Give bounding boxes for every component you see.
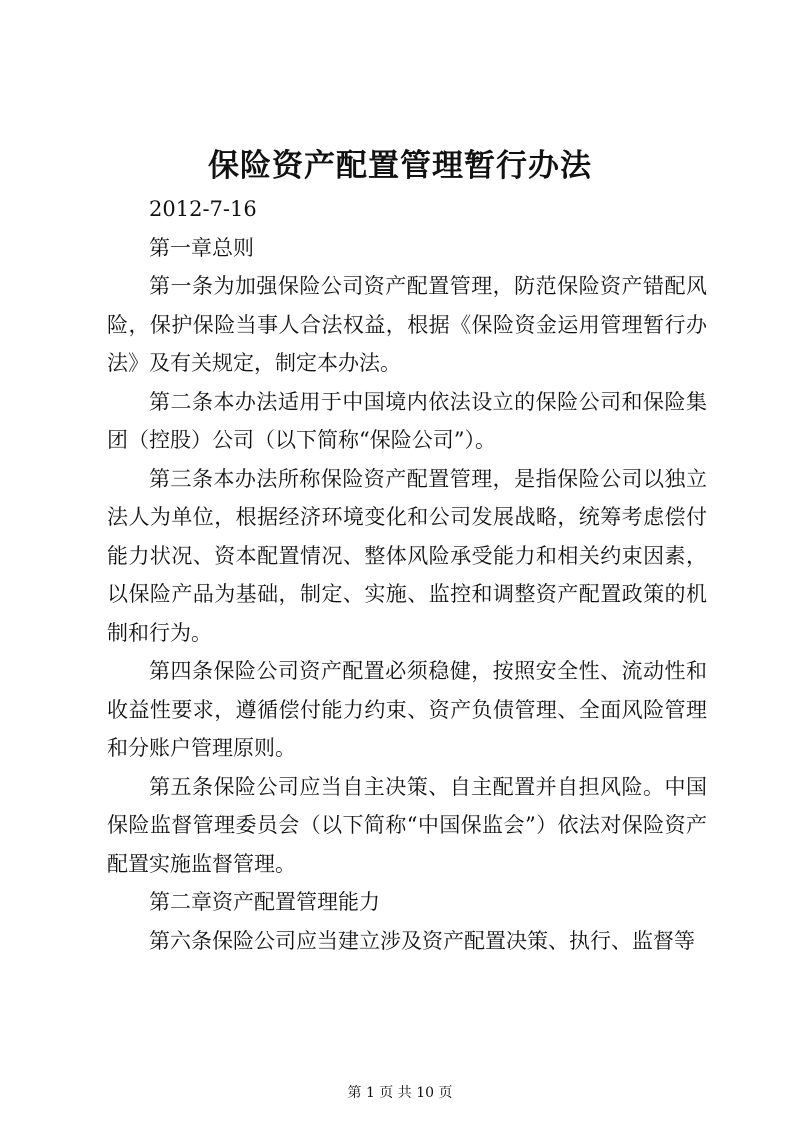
- chapter-heading: 第一章总则: [149, 235, 254, 260]
- article-paragraph: 第六条保险公司应当建立涉及资产配置决策、执行、监督等: [149, 928, 695, 953]
- date-line: 2012-7-16: [149, 197, 257, 221]
- article-paragraph: 第三条本办法所称保险资产配置管理，是指保险公司以独立法人为单位，根据经济环境变化和公司发展战略，统筹考虑偿付能力状况、资本配置情况、整体风险承受能力和相关约束因素，以保险产品为基础，制定、实施、监控和调整资产配置政策的机制和行为。: [107, 466, 707, 645]
- article-paragraph: 第二条本办法适用于中国境内依法设立的保险公司和保险集团（控股）公司（以下简称“保险公司”）。: [107, 389, 707, 452]
- document-body: [107, 190, 707, 960]
- document-title: 保险资产配置管理暂行办法: [208, 148, 592, 184]
- article-paragraph: 第一条为加强保险公司资产配置管理，防范保险资产错配风险，保护保险当事人合法权益，根据《保险资金运用管理暂行办法》及有关规定，制定本办法。: [107, 274, 707, 375]
- article-paragraph: 第五条保险公司应当自主决策、自主配置并自担风险。中国保险监督管理委员会（以下简称“中国保监会”）依法对保险资产配置实施监督管理。: [107, 774, 707, 876]
- chapter-heading: 第二章资产配置管理能力: [149, 890, 380, 914]
- page-number-footer: 第 1 页 共 10 页: [347, 1085, 453, 1101]
- article-paragraph: 第四条保险公司资产配置必须稳健，按照安全性、流动性和收益性要求，遵循偿付能力约束、资产负债管理、全面风险管理和分账户管理原则。: [107, 659, 707, 760]
